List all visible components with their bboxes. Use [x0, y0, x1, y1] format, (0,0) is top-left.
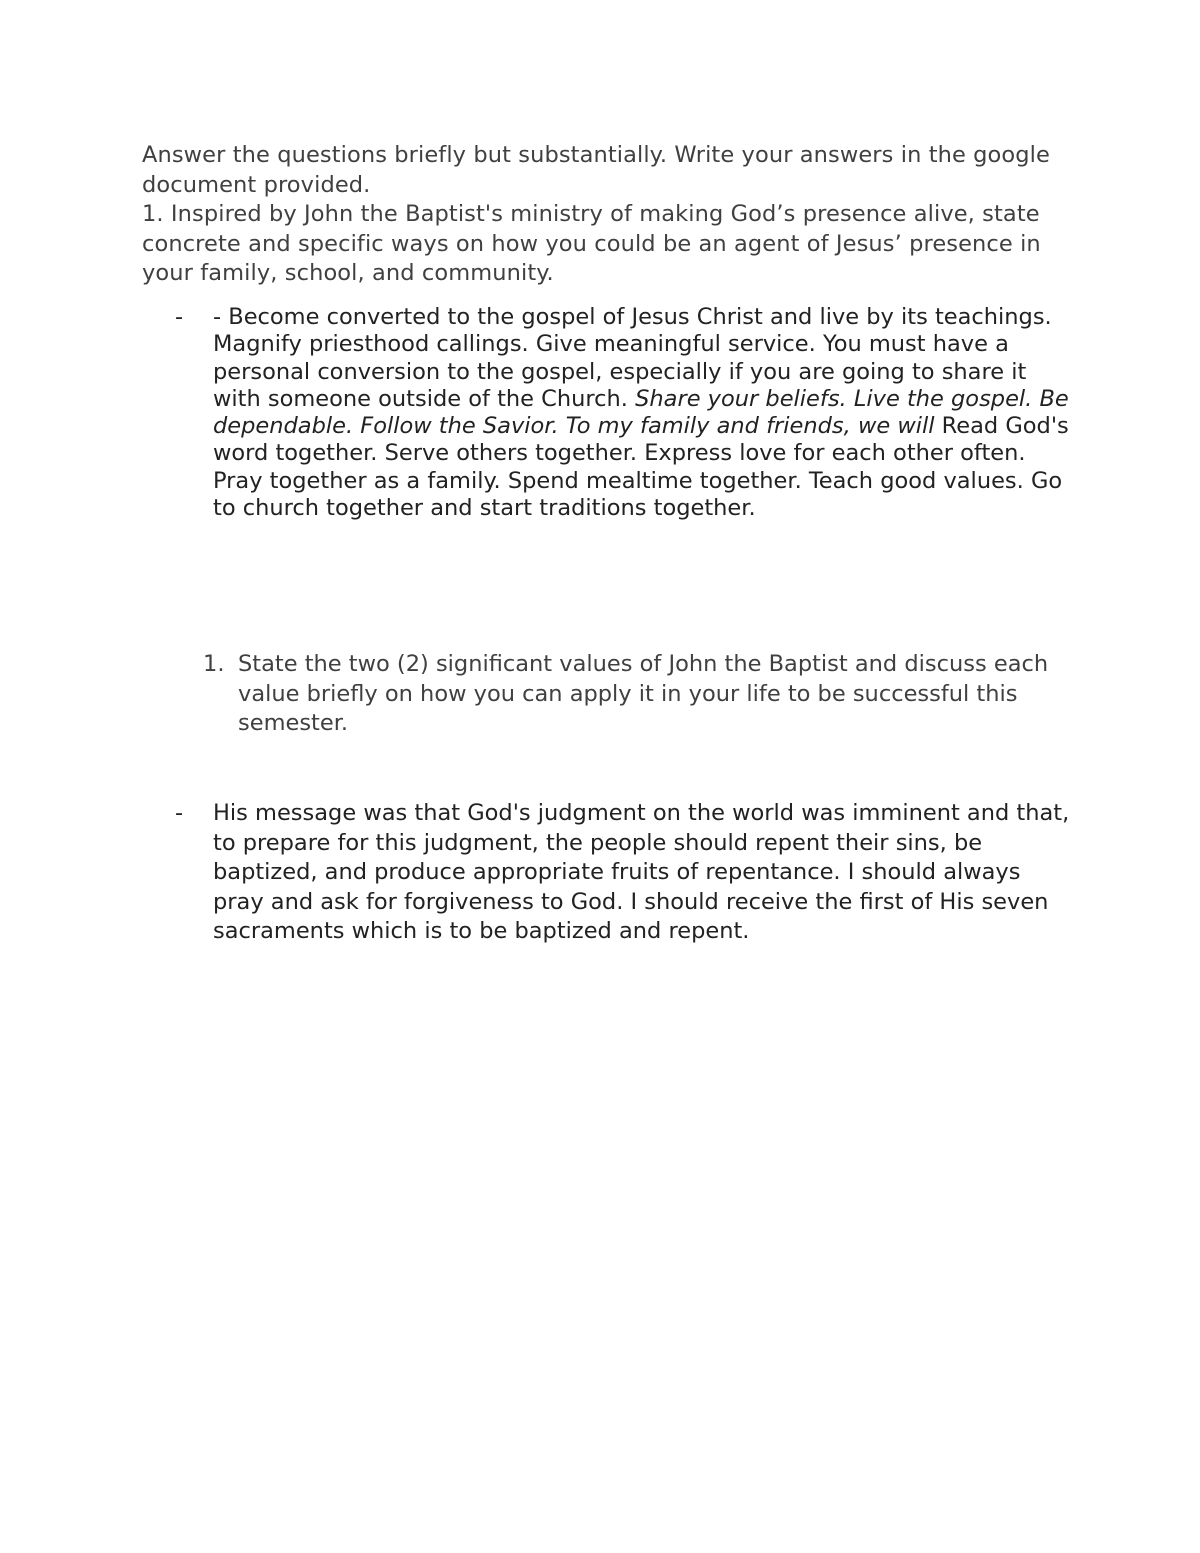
list-number: 1. [203, 651, 225, 677]
answer-1-part-a: - Become converted to the gospel of Jesus Christ and live by its teachings. Magnify priesthood callings. Give meaningful service. You must have a personal conversion to the gospel, especially if you are going to share it with someone outside of the Church. [213, 304, 1052, 412]
bullet-dash: - [175, 304, 184, 330]
intro-block [142, 141, 1062, 289]
question-2-text: State the two (2) significant values of John the Baptist and discuss each value briefly on how you can apply it in your life to be successful this semester. [238, 651, 1049, 736]
answer-1-italic: Share your beliefs. Live the gospel. Be dependable. Follow the Savior. To my family and friends, we will [213, 385, 1069, 440]
answer-2-text: His message was that God's judgment on the world was imminent and that, to prepare for this judgment, the people should repent their sins, be baptized, and produce appropriate fruits of repentance. I should always pray and ask for forgiveness to God. I should receive the first of His seven sacraments which is to be baptized and repent. [213, 800, 1070, 944]
instructions-text: Answer the questions briefly but substantially. Write your answers in the google document provided. [142, 142, 1050, 198]
question-1-text: 1. Inspired by John the Baptist's ministry of making God’s presence alive, state concrete and specific ways on how you could be an agent of Jesus’ presence in your family, school, and community. [142, 201, 1041, 286]
bullet-dash: - [175, 800, 184, 826]
answer-1-part-b: Read God's word together. Serve others together. Express love for each other often. Pray together as a family. Spend mealtime together. Teach good values. Go to church together and start traditions together. [213, 413, 1069, 522]
answer-1-text [213, 304, 1075, 522]
